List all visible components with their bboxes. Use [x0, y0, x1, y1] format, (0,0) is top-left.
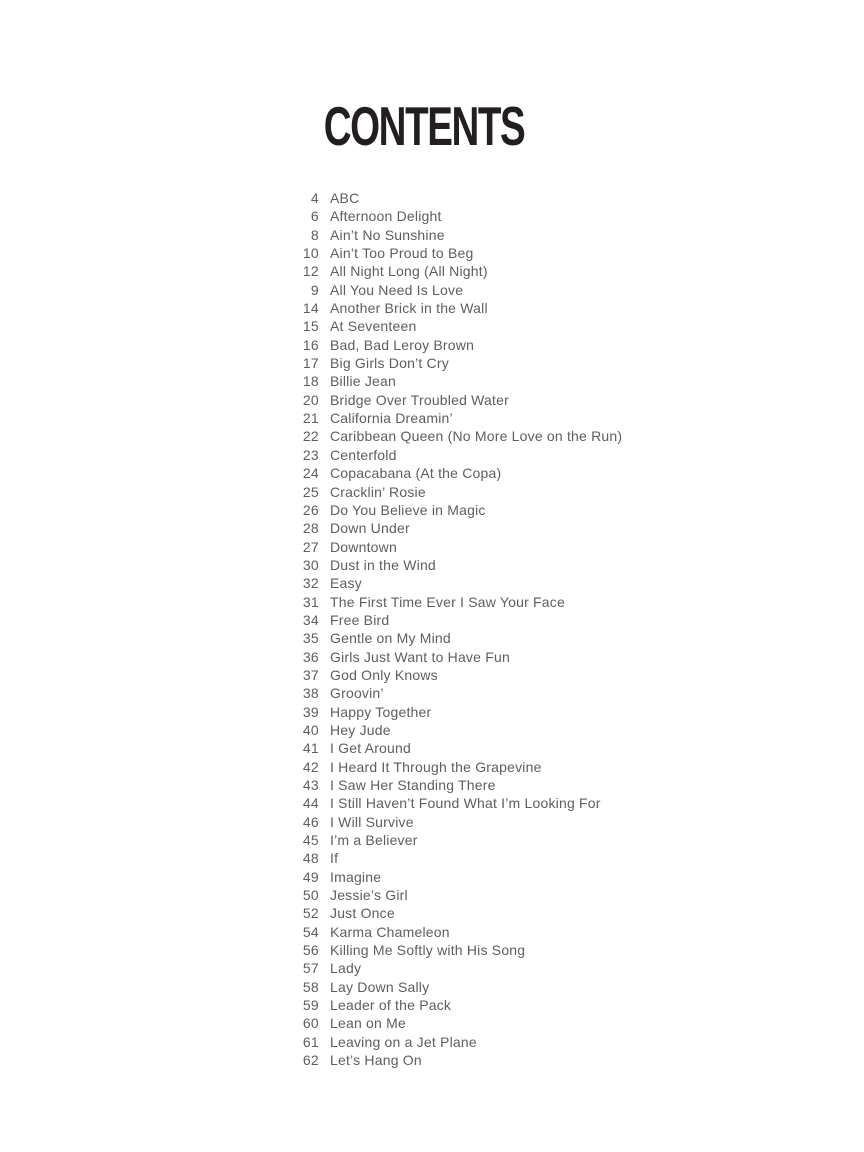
toc-row: [291, 464, 622, 482]
toc-page-number: 27: [302, 538, 319, 555]
toc-song-title: California Dreamin’: [330, 410, 453, 427]
toc-row: [291, 427, 622, 445]
toc-page-number: 14: [302, 300, 319, 317]
toc-row: [291, 262, 622, 280]
toc-song-title: Bad, Bad Leroy Brown: [330, 336, 475, 353]
toc-song-title: I Still Haven’t Found What I’m Looking For: [330, 795, 601, 812]
toc-row: [291, 226, 622, 244]
toc-page-number: 20: [302, 391, 319, 408]
toc-song-title: Centerfold: [330, 446, 397, 463]
toc-page-number: 10: [302, 245, 319, 262]
toc-row: [291, 941, 622, 959]
toc-page-number: 25: [302, 483, 319, 500]
toc-row: [291, 629, 622, 647]
toc-song-title: Copacabana (At the Copa): [330, 465, 502, 482]
toc-song-title: I’m a Believer: [330, 832, 418, 849]
toc-page-number: 22: [302, 428, 319, 445]
toc-row: [291, 244, 622, 262]
toc-row: [291, 281, 622, 299]
toc-row: [291, 794, 622, 812]
toc-song-title: Happy Together: [330, 703, 432, 720]
toc-song-title: Caribbean Queen (No More Love on the Run): [330, 428, 623, 445]
toc-page-number: 57: [302, 960, 319, 977]
toc-song-title: ABC: [330, 190, 360, 206]
toc-song-title: Dust in the Wind: [330, 556, 436, 573]
page-title: CONTENTS: [323, 95, 525, 157]
toc-page-number: 36: [302, 648, 319, 665]
toc-song-title: Lay Down Sally: [330, 978, 430, 995]
toc-row: [291, 519, 622, 537]
toc-song-title: Leaving on a Jet Plane: [330, 1033, 477, 1050]
toc-row: [291, 1014, 622, 1032]
toc-row: [291, 299, 622, 317]
toc-page-number: 38: [302, 685, 319, 702]
toc-song-title: Just Once: [330, 905, 395, 922]
toc-page-number: 42: [302, 758, 319, 775]
toc-row: [291, 739, 622, 757]
toc-song-title: Do You Believe in Magic: [330, 501, 486, 518]
toc-song-title: At Seventeen: [330, 318, 417, 335]
toc-page-number: 45: [302, 832, 319, 849]
toc-song-title: Big Girls Don’t Cry: [330, 355, 449, 372]
toc-song-title: Gentle on My Mind: [330, 630, 451, 647]
toc-song-title: Imagine: [330, 868, 382, 885]
toc-row: [291, 391, 622, 409]
toc-page-number: 31: [302, 593, 319, 610]
toc-row: [291, 959, 622, 977]
toc-row: [291, 684, 622, 702]
toc-page-number: 24: [302, 465, 319, 482]
toc-page-number: 32: [302, 575, 319, 592]
toc-row: [291, 923, 622, 941]
toc-song-title: If: [330, 850, 339, 867]
toc-song-title: All You Need Is Love: [330, 281, 464, 298]
toc-row: [291, 721, 622, 739]
toc-song-title: Ain’t Too Proud to Beg: [330, 245, 474, 262]
toc-song-title: Hey Jude: [330, 721, 391, 738]
toc-page-number: 61: [302, 1033, 319, 1050]
toc-page-number: 26: [302, 501, 319, 518]
toc-row: [291, 317, 622, 335]
toc-row: [291, 813, 622, 831]
toc-page-number: 54: [302, 923, 319, 940]
toc-song-title: Bridge Over Troubled Water: [330, 391, 509, 408]
toc-page-number: 48: [302, 850, 319, 867]
toc-row: [291, 593, 622, 611]
toc-page-number: 17: [302, 355, 319, 372]
toc-song-title: All Night Long (All Night): [330, 263, 488, 280]
toc-row: [291, 648, 622, 666]
toc-row: [291, 483, 622, 501]
toc-row: [291, 849, 622, 867]
toc-row: [291, 703, 622, 721]
toc-row: [291, 372, 622, 390]
toc-page-number: 9: [310, 281, 319, 298]
toc-page-number: 39: [302, 703, 319, 720]
toc-song-title: Another Brick in the Wall: [330, 300, 488, 317]
toc-song-title: God Only Knows: [330, 666, 438, 683]
toc-row: [291, 556, 622, 574]
toc-row: [291, 996, 622, 1014]
toc-song-title: I Will Survive: [330, 813, 414, 830]
toc-row: [291, 611, 622, 629]
toc-row: [291, 904, 622, 922]
toc-page-number: 18: [302, 373, 319, 390]
toc-song-title: Easy: [330, 575, 362, 592]
toc-song-title: Afternoon Delight: [330, 208, 442, 225]
toc-page-number: 15: [302, 318, 319, 335]
toc-page-number: 58: [302, 978, 319, 995]
toc-row: [291, 776, 622, 794]
toc-page-number: 43: [302, 777, 319, 793]
toc-song-title: Down Under: [330, 520, 410, 537]
toc-row: [291, 758, 622, 776]
toc-song-title: Let’s Hang On: [330, 1052, 422, 1069]
toc-page-number: 23: [302, 446, 319, 463]
toc-row: [291, 666, 622, 684]
toc-row: [291, 501, 622, 519]
toc-song-title: Girls Just Want to Have Fun: [330, 648, 510, 665]
toc-row: [291, 446, 622, 464]
toc-row: [291, 336, 622, 354]
toc-song-title: I Heard It Through the Grapevine: [330, 758, 542, 775]
toc-page-number: 30: [302, 556, 319, 573]
toc-song-title: Downtown: [330, 538, 397, 555]
toc-song-title: The First Time Ever I Saw Your Face: [330, 593, 565, 610]
toc-page-number: 6: [310, 208, 319, 225]
toc-row: [291, 1033, 622, 1051]
toc-page-number: 41: [302, 740, 319, 757]
toc-row: [291, 574, 622, 592]
toc-page-number: 4: [310, 190, 319, 206]
toc-page-number: 40: [302, 721, 319, 738]
toc-song-title: Ain’t No Sunshine: [330, 226, 445, 243]
toc-page-number: 49: [302, 868, 319, 885]
toc-page-number: 52: [302, 905, 319, 922]
toc-row: [291, 538, 622, 556]
toc-song-title: Lady: [330, 960, 362, 977]
toc-page-number: 34: [302, 611, 319, 628]
toc-row: [291, 207, 622, 225]
toc-page-number: 8: [310, 226, 319, 243]
toc-page-number: 12: [302, 263, 319, 280]
toc-song-title: Killing Me Softly with His Song: [330, 942, 526, 959]
toc-page-number: 28: [302, 520, 319, 537]
toc-page-number: 21: [302, 410, 319, 427]
toc-song-title: I Saw Her Standing There: [330, 777, 496, 793]
toc-list: [291, 189, 622, 1070]
toc-page-number: 44: [302, 795, 319, 812]
toc-row: [291, 831, 622, 849]
toc-song-title: Free Bird: [330, 611, 390, 628]
toc-song-title: Karma Chameleon: [330, 923, 450, 940]
toc-song-title: Cracklin’ Rosie: [330, 483, 426, 500]
toc-row: [291, 868, 622, 886]
toc-song-title: I Get Around: [330, 740, 412, 757]
toc-page-number: 62: [302, 1052, 319, 1069]
toc-song-title: Jessie’s Girl: [330, 887, 408, 904]
toc-song-title: Billie Jean: [330, 373, 397, 390]
toc-page-number: 37: [302, 666, 319, 683]
toc-song-title: Groovin’: [330, 685, 384, 702]
toc-row: [291, 409, 622, 427]
toc-song-title: Lean on Me: [330, 1015, 406, 1032]
toc-page-number: 16: [302, 336, 319, 353]
toc-page-number: 46: [302, 813, 319, 830]
toc-row: [291, 978, 622, 996]
toc-row: [291, 354, 622, 372]
toc-row: [291, 1051, 622, 1069]
toc-page-number: 60: [302, 1015, 319, 1032]
toc-page-number: 35: [302, 630, 319, 647]
toc-page-number: 59: [302, 997, 319, 1014]
toc-row: [291, 189, 622, 207]
toc-row: [291, 886, 622, 904]
toc-page-number: 50: [302, 887, 319, 904]
toc-song-title: Leader of the Pack: [330, 997, 452, 1014]
toc-page-number: 56: [302, 942, 319, 959]
